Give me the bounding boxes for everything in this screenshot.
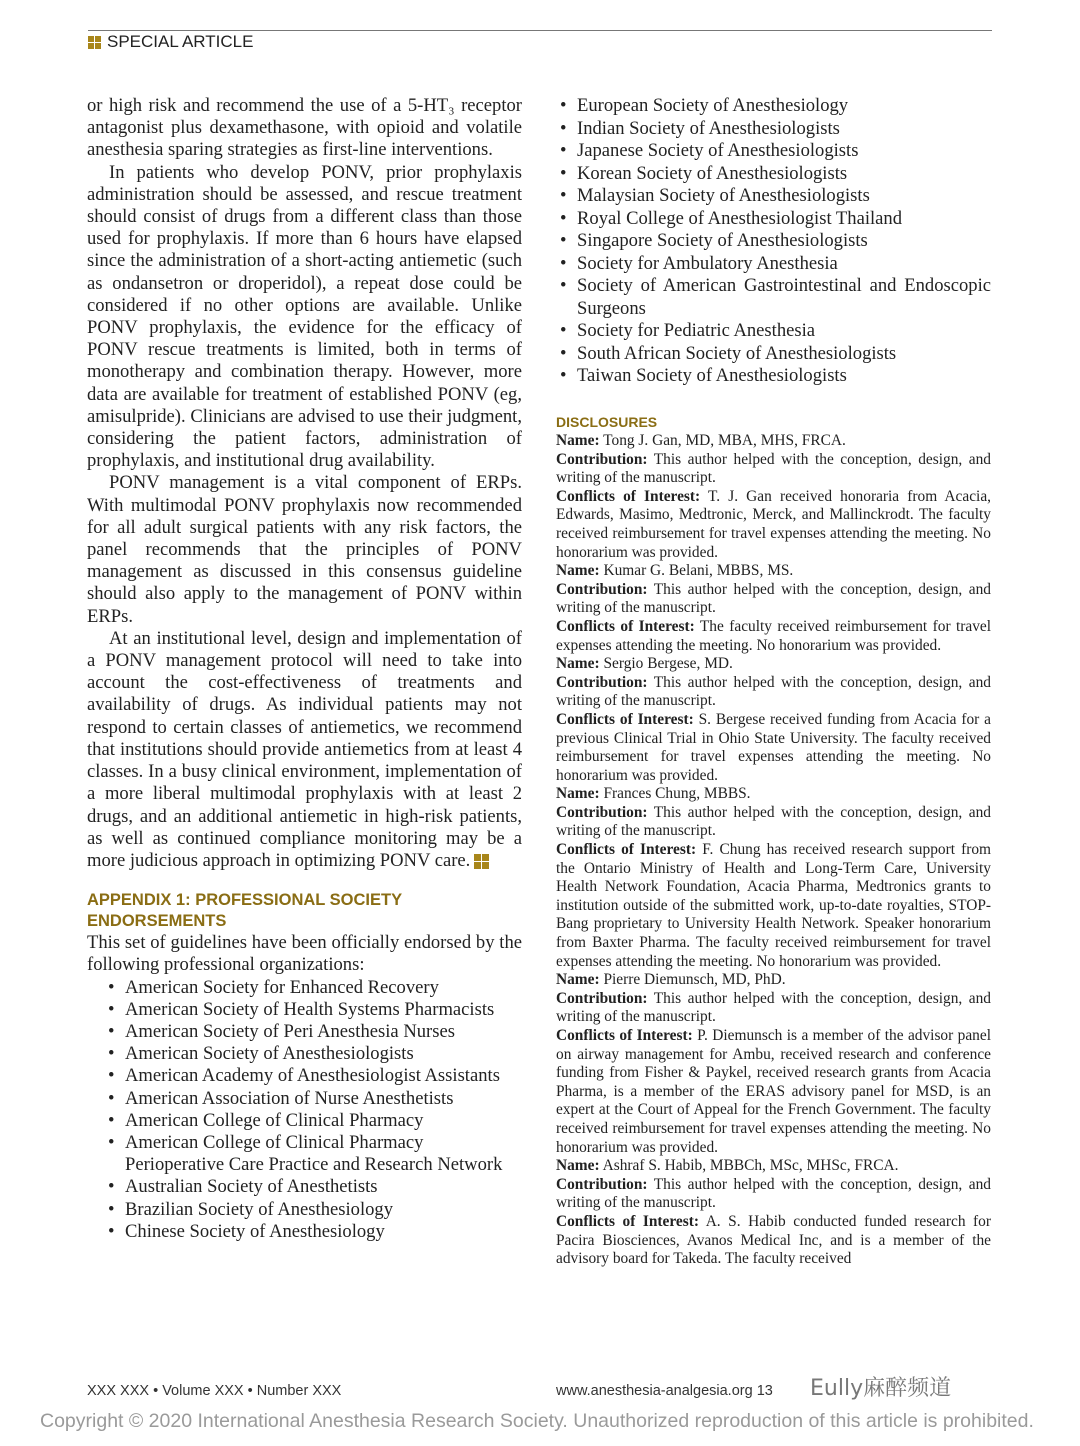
list-item: • Society of American Gastrointestinal and Endoscopic Surgeons bbox=[558, 275, 991, 320]
disclosure-label: Name: bbox=[556, 785, 600, 803]
header-rule bbox=[88, 30, 992, 31]
disclosure-label: Name: bbox=[556, 562, 600, 580]
disclosure-label: Conflicts of Interest: bbox=[556, 617, 695, 635]
disclosure-name bbox=[556, 971, 991, 990]
right-column-list bbox=[577, 95, 991, 388]
disclosure-name bbox=[556, 785, 991, 804]
list-item: • Korean Society of Anesthesiologists bbox=[558, 163, 991, 186]
disclosure-label: Contribution: bbox=[556, 673, 648, 691]
disclosure-label: Name: bbox=[556, 1157, 600, 1175]
list-item: • Australian Society of Anesthetists bbox=[106, 1176, 522, 1198]
disclosure-name bbox=[556, 655, 991, 674]
disclosure-text: This author helped with the conception, design, and writing of the manuscript. bbox=[556, 450, 991, 487]
list-item: • Japanese Society of Anesthesiologists bbox=[558, 140, 991, 163]
disclosure-text: S. Bergese received funding from Acacia for a previous Clinical Trial in Ohio State University. The faculty received reimbursement for travel expenses attending the meeting. No honorarium was provided. bbox=[556, 710, 991, 784]
list-item: • American Society of Anesthesiologists bbox=[106, 1043, 522, 1065]
disclosure-label: Conflicts of Interest: bbox=[556, 841, 697, 859]
disclosure-label: Conflicts of Interest: bbox=[556, 487, 701, 505]
society-list bbox=[558, 95, 991, 388]
paragraph: In patients who develop PONV, prior prophylaxis administration should be assessed, and rescue treatment should consist of drugs from a different class than those used for prophylaxis. If more than 6 hours have elapsed since the administration of a short-acting antiemetic (such as ondansetron or droperidol), a repeat dose could be considered if no other options are available. Unlike PONV prophylaxis, the evidence for the efficacy of PONV rescue treatments is limited, both in terms of monotherapy and combination therapy. However, more data are available for treatment of established PONV (eg, amisulpride). Clinicians are advised to use their judgment, considering the patient factors, administration of prophylaxis, and institutional drug availability. bbox=[87, 161, 522, 472]
list-item: • American Society of Peri Anesthesia Nurses bbox=[106, 1021, 522, 1043]
disclosure-label: Contribution: bbox=[556, 989, 648, 1007]
watermark: Eully麻醉频道 bbox=[810, 1376, 952, 1401]
list-item: • American Society for Enhanced Recovery bbox=[106, 977, 522, 999]
copyright: Copyright © 2020 International Anesthesia Research Society. Unauthorized reproduction of this article is prohibited. bbox=[40, 1410, 1034, 1432]
disclosure-label: Conflicts of Interest: bbox=[556, 1027, 693, 1044]
list-item: • American College of Clinical Pharmacy Perioperative Care Practice and Research Network bbox=[106, 1132, 522, 1176]
disclosure-label: Contribution: bbox=[556, 803, 648, 821]
list-item: • Singapore Society of Anesthesiologists bbox=[558, 230, 991, 253]
disclosure-text: Frances Chung, MBBS. bbox=[603, 785, 751, 803]
disclosures-heading: DISCLOSURES bbox=[556, 414, 658, 430]
paragraph: PONV management is a vital component of ERPs. With multimodal PONV prophylaxis now recommended for all adult surgical patients with any risk factors, the panel recommends that the principles of PONV management as discussed in this consensus guideline should also apply to the management of PONV within ERPs. bbox=[87, 472, 522, 627]
disclosure-text: F. Chung has received research support from the Ontario Ministry of Health and Long-Term Care, University Health Network Foundation, Acacia Pharma, Medtronics grants to institution outside of the submitted work, up-to-date royalties, STOP-Bang proprietary to University Health Network. Speaker honorarium from Baxter Pharma. The faculty received reimbursement for travel expenses attending the meeting. No honorarium was provided. bbox=[556, 841, 991, 970]
list-item: • European Society of Anesthesiology bbox=[558, 95, 991, 118]
society-list bbox=[106, 977, 522, 1243]
disclosure-label: Contribution: bbox=[556, 1175, 648, 1193]
disclosure-text: Pierre Diemunsch, MD, PhD. bbox=[603, 971, 786, 989]
disclosure-label: Contribution: bbox=[556, 450, 648, 468]
footer-url bbox=[556, 1382, 773, 1400]
list-item: • American College of Clinical Pharmacy bbox=[106, 1110, 522, 1132]
list-item: • American Society of Health Systems Pharmacists bbox=[106, 999, 522, 1021]
disclosure-text: Kumar G. Belani, MBBS, MS. bbox=[603, 562, 794, 580]
disclosure-name bbox=[556, 432, 991, 451]
disclosure-label: Name: bbox=[556, 655, 600, 673]
footer-url-text[interactable]: www.anesthesia-analgesia.org bbox=[556, 1383, 753, 1399]
disclosure-label: Name: bbox=[556, 432, 600, 449]
disclosure-text: This author helped with the conception, design, and writing of the manuscript. bbox=[556, 989, 991, 1026]
disclosure-contribution bbox=[556, 451, 991, 488]
footer-journal: XXX XXX • Volume XXX • Number XXX bbox=[87, 1383, 342, 1399]
disclosure-conflicts bbox=[556, 618, 991, 655]
disclosure-contribution bbox=[556, 990, 991, 1027]
list-item: • Taiwan Society of Anesthesiologists bbox=[558, 365, 991, 388]
disclosure-conflicts bbox=[556, 711, 991, 785]
paragraph bbox=[87, 628, 522, 872]
disclosure-conflicts bbox=[556, 1027, 991, 1157]
disclosure-label: Name: bbox=[556, 971, 600, 989]
disclosure-text: T. J. Gan received honoraria from Acacia, Edwards, Masimo, Medtronic, Merck, and Mallinckrodt. The faculty received reimbursement for travel expenses attending the meeting. No honorarium was provided. bbox=[556, 487, 991, 561]
disclosure-text: This author helped with the conception, design, and writing of the manuscript. bbox=[556, 803, 991, 840]
disclosure-text: Tong J. Gan, MD, MBA, MHS, FRCA. bbox=[603, 432, 846, 449]
disclosure-contribution bbox=[556, 1176, 991, 1213]
disclosure-text: This author helped with the conception, design, and writing of the manuscript. bbox=[556, 1175, 991, 1212]
disclosure-text: P. Diemunsch is a member of the advisor panel on airway management for Ambu, received research and conference funding from Fisher & Paykel, received research grants from Acacia Pharma, is a member of the ERAS advisory panel for MSD, is an expert at the Court of Appeal for the French Government. The faculty received reimbursement for travel expenses attending the meeting. No honorarium was provided. bbox=[556, 1027, 991, 1156]
disclosure-label: Conflicts of Interest: bbox=[556, 710, 694, 728]
end-mark-icon bbox=[474, 854, 489, 869]
list-item: • South African Society of Anesthesiologists bbox=[558, 343, 991, 366]
page-number: 13 bbox=[756, 1383, 773, 1399]
disclosure-text: A. S. Habib conducted funded research for Pacira Biosciences, Avanos Medical Inc, and is a member of the advisory board for Takeda. The faculty received bbox=[556, 1212, 992, 1268]
appendix-intro: This set of guidelines have been officially endorsed by the following professional organizations: bbox=[87, 932, 522, 976]
disclosure-text: This author helped with the conception, design, and writing of the manuscript. bbox=[556, 580, 991, 617]
disclosure-label: Conflicts of Interest: bbox=[556, 1212, 699, 1230]
disclosure-contribution bbox=[556, 581, 991, 618]
list-item: • Society for Ambulatory Anesthesia bbox=[558, 253, 991, 276]
disclosure-contribution bbox=[556, 804, 991, 841]
section-squares-icon bbox=[88, 36, 101, 49]
disclosure-text: This author helped with the conception, design, and writing of the manuscript. bbox=[556, 673, 991, 710]
list-item: • Chinese Society of Anesthesiology bbox=[106, 1221, 522, 1243]
list-item: • Society for Pediatric Anesthesia bbox=[558, 320, 991, 343]
list-item: • American Academy of Anesthesiologist Assistants bbox=[106, 1065, 522, 1087]
disclosure-conflicts bbox=[556, 1213, 991, 1269]
list-item: • American Association of Nurse Anesthetists bbox=[106, 1088, 522, 1110]
disclosure-label: Contribution: bbox=[556, 580, 648, 598]
disclosure-conflicts bbox=[556, 841, 991, 971]
disclosure-text: The faculty received reimbursement for travel expenses attending the meeting. No honorarium was provided. bbox=[556, 617, 992, 654]
section-label: SPECIAL ARTICLE bbox=[107, 32, 254, 51]
section-header bbox=[88, 32, 253, 52]
disclosure-text: Ashraf S. Habib, MBBCh, MSc, MHSc, FRCA. bbox=[602, 1157, 899, 1175]
disclosure-conflicts bbox=[556, 488, 991, 562]
paragraph-text: At an institutional level, design and implementation of a PONV management protocol will need to take into account the cost-effectiveness of treatments and availability of drugs. As individual patients may not respond to certain classes of antiemetics, we recommend that institutions should provide antiemetics from at least 4 classes. In a busy clinical environment, implementation of a more liberal multimodal prophylaxis with at least 2 drugs, and an additional antiemetic in high-risk patients, as well as continued compliance monitoring may be a more judicious approach in optimizing PONV care. bbox=[87, 627, 522, 871]
disclosure-name bbox=[556, 1157, 991, 1176]
disclosure-name bbox=[556, 562, 991, 581]
disclosure-text: Sergio Bergese, MD. bbox=[603, 655, 733, 673]
paragraph: or high risk and recommend the use of a 5-HT₃ receptor antagonist plus dexamethasone, with opioid and volatile anesthesia sparing strategies as first-line interventions. bbox=[87, 95, 522, 161]
disclosures bbox=[556, 413, 991, 1269]
list-item: • Indian Society of Anesthesiologists bbox=[558, 118, 991, 141]
appendix-heading: APPENDIX 1: PROFESSIONAL SOCIETY ENDORSEMENTS bbox=[87, 891, 402, 931]
left-column bbox=[87, 95, 522, 1243]
list-item: • Malaysian Society of Anesthesiologists bbox=[558, 185, 991, 208]
list-item: • Brazilian Society of Anesthesiology bbox=[106, 1199, 522, 1221]
disclosure-contribution bbox=[556, 674, 991, 711]
list-item: • Royal College of Anesthesiologist Thailand bbox=[558, 208, 991, 231]
